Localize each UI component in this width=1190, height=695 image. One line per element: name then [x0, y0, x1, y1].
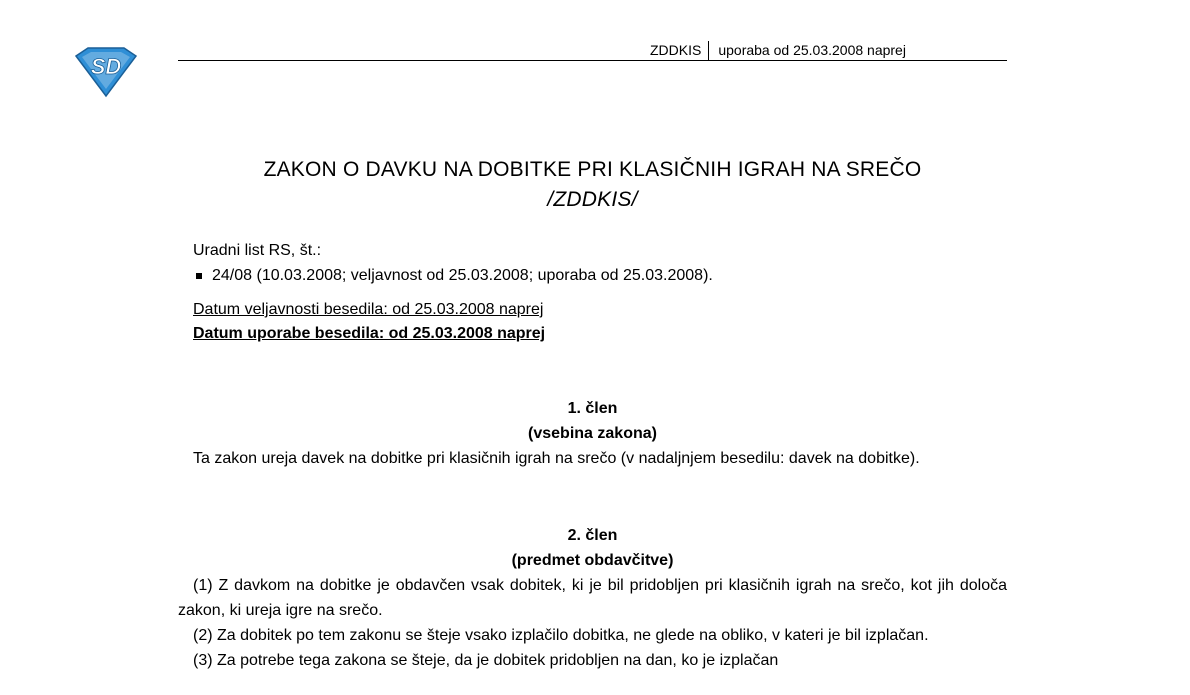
square-bullet-icon	[196, 273, 202, 279]
title-main: ZAKON O DAVKU NA DOBITKE PRI KLASIČNIH IGRAH NA SREČO	[263, 158, 922, 181]
running-header	[650, 40, 906, 59]
dates-block	[193, 298, 545, 346]
article-1	[178, 396, 1007, 471]
validity-date: Datum veljavnosti besedila: od 25.03.2008 naprej	[193, 301, 544, 318]
usage-date: Datum uporabe besedila: od 25.03.2008 naprej	[193, 325, 546, 342]
article-heading: (vsebina zakona)	[528, 425, 657, 442]
document-title	[178, 155, 1007, 215]
gazette-entry-text: 24/08 (10.03.2008; veljavnost od 25.03.2008; uporaba od 25.03.2008).	[212, 267, 713, 284]
gazette-label: Uradni list RS, št.:	[193, 242, 322, 259]
law-code: ZDDKIS	[650, 41, 702, 58]
article-paragraph: (2) Za dobitek po tem zakonu se šteje vsako izplačilo dobitka, ne glede na obliko, v kateri je bil izplačan.	[193, 627, 929, 644]
gazette-entry	[193, 263, 713, 288]
article-number: 2. člen	[567, 527, 618, 544]
publisher-logo	[70, 44, 142, 100]
article-paragraph: Ta zakon ureja davek na dobitke pri klasičnih igrah na srečo (v nadaljnjem besedilu: davek na dobitke).	[193, 450, 920, 467]
article-paragraph: (1) Z davkom na dobitke je obdavčen vsak dobitek, ki je bil pridobljen pri klasičnih igrah na srečo, kot jih določa zakon, ki ureja igre na srečo.	[178, 577, 1007, 619]
logo-lettering: SD	[90, 54, 122, 79]
article-2	[178, 523, 1007, 673]
header-separator	[708, 41, 709, 60]
usage-note: uporaba od 25.03.2008 naprej	[718, 41, 906, 58]
shield-logo-icon	[70, 44, 142, 100]
article-heading: (predmet obdavčitve)	[511, 552, 674, 569]
article-number: 1. člen	[567, 400, 618, 417]
header-rule	[178, 60, 1007, 61]
article-paragraph: (3) Za potrebe tega zakona se šteje, da je dobitek pridobljen na dan, ko je izplačan	[193, 652, 779, 669]
title-abbreviation: /ZDDKIS/	[547, 188, 638, 211]
gazette-info	[193, 238, 713, 288]
